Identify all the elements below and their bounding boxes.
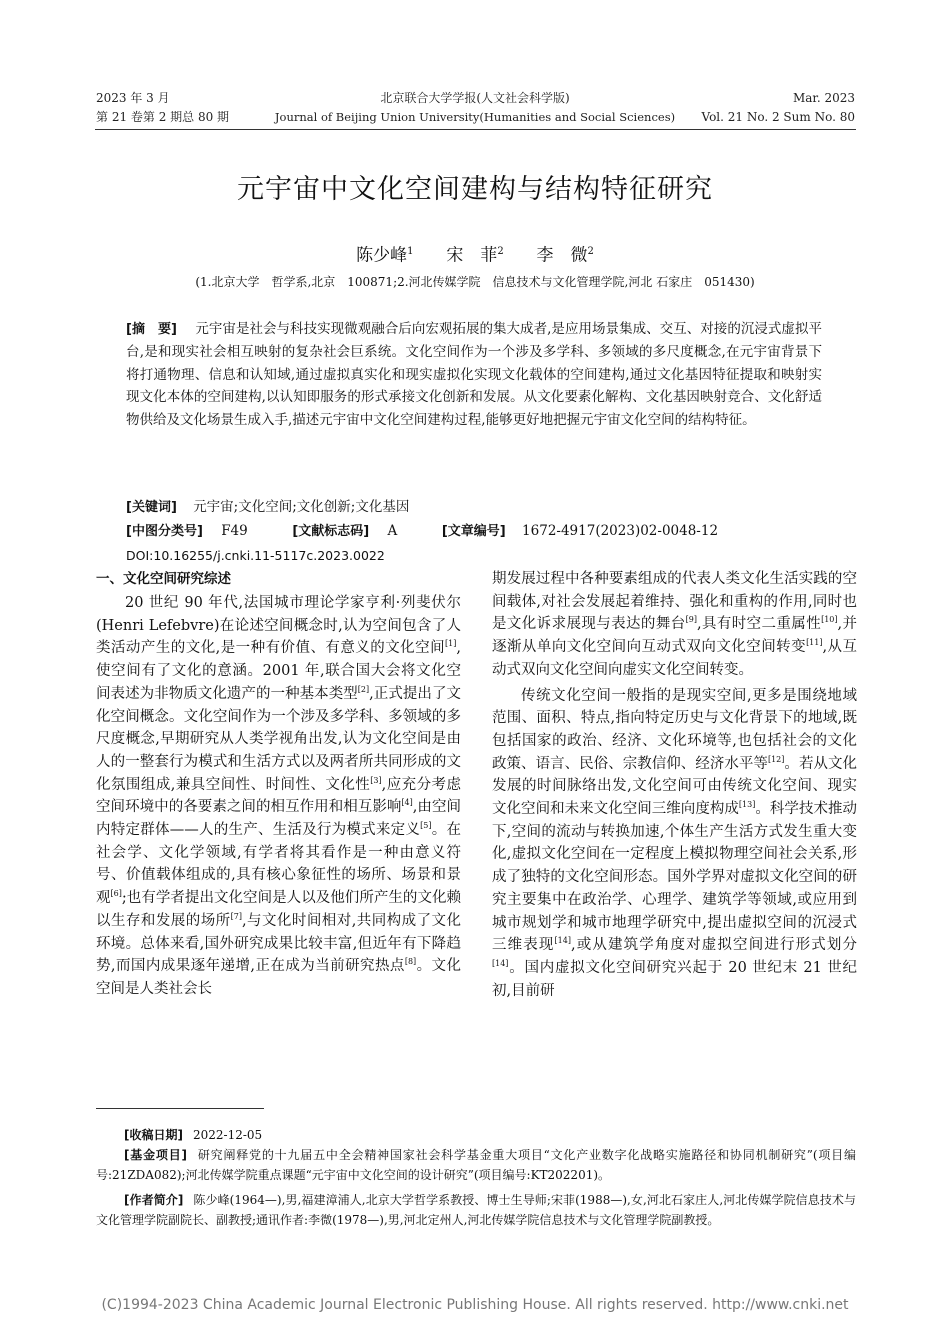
header-volume-en: Vol. 21 No. 2 Sum No. 80 [701, 110, 855, 124]
header-journal-cn: 北京联合大学学报(人文社会科学版) [380, 91, 570, 105]
article-title: 元宇宙中文化空间建构与结构特征研究 [237, 174, 713, 205]
left-column [96, 592, 461, 1001]
header-journal-en: Journal of Beijing Union University(Humanities and Social Sciences) [274, 110, 676, 124]
paragraph [96, 592, 461, 1001]
citation-ref: [7] [230, 912, 242, 922]
doi: DOI:10.16255/j.cnki.11-5117c.2023.0022 [126, 548, 385, 563]
fund-value: 研究阐释党的十九届五中全会精神国家社会科学基金重大项目“文化产业数字化战略实施路径和协同机制研究”(项目编号:21ZDA082);河北传媒学院重点课题“元宇宙中文化空间的设计研究”(项目编号:KT202201)。 [96, 1148, 856, 1182]
fund-label: [基金项目] [124, 1148, 188, 1162]
copyright-notice: (C)1994-2023 China Academic Journal Electronic Publishing House. All rights reserved. http://www.cnki.net [101, 1297, 849, 1313]
citation-ref: [11] [806, 638, 823, 648]
classification-row [126, 520, 718, 543]
section-heading: 一、文化空间研究综述 [96, 571, 231, 587]
citation-ref: [2] [357, 684, 370, 694]
paragraph-text: ,使空间有了文化的意涵。2001 年,联合国大会将文化空间表述为非物质文化遗产的一种基本类型 [96, 640, 461, 702]
paragraph-text: ,与文化时间相对,共同构成了文化环境。总体来看,国外研究成果比较丰富,但近年有下降趋势,而国内成果逐年递增,正在成为当前研究热点 [96, 912, 462, 975]
paragraph-text: ,由空间内特定群体——人的生产、生活及行为模式来定义 [96, 799, 462, 839]
paragraph-text: 。国内虚拟文化空间研究兴起于 20 世纪末 21 世纪初,目前研 [492, 959, 857, 999]
right-column [492, 568, 857, 1002]
abstract [126, 318, 822, 431]
paragraph-text: 。若从文化发展的时间脉络出发,文化空间可由传统文化空间、现实文化空间和未来文化空间三维向度构成 [492, 755, 858, 818]
abstract-text: 元宇宙是社会与科技实现微观融合后向宏观拓展的集大成者,是应用场景集成、交互、对接的沉浸式虚拟平台,是和现实社会相互映射的复杂社会巨系统。文化空间作为一个涉及多学科、多领域的多尺度概念,在元宇宙背景下将打通物理、信息和认知域,通过虚拟真实化和现实虚拟化实现文化载体的空间建构,通过文化基因特征提取和映射实现文化本体的空间建构,以认知即服务的形式承接文化创新和发展。从文化要素化解构、文化基因映射竞合、文化舒适物供给及文化场景生成入手,描述元宇宙中文化空间建构过程,能够更好地把握元宇宙文化空间的结构特征。 [126, 321, 822, 428]
paragraph-text: ,具有时空二重属性 [696, 616, 822, 633]
footnote-authors [96, 1190, 856, 1230]
citation-ref: [13] [738, 800, 756, 810]
citation-ref: [1] [445, 639, 457, 649]
citation-ref: [12] [767, 754, 785, 764]
received-value: 2022-12-05 [192, 1128, 263, 1142]
header-date-en: Mar. 2023 [792, 91, 855, 105]
paragraph-text: 。在社会学、文化学领域,有学者将其看作是一种由意义符号、价值载体组成的,具有核心象征性的场所、场景和景观 [96, 822, 462, 907]
citation-ref: [8] [404, 957, 417, 967]
author-affil-mark: 2 [497, 246, 504, 257]
footnote-received [96, 1125, 856, 1145]
received-label: [收稿日期] [124, 1128, 183, 1142]
author-list [0, 240, 950, 268]
citation-ref: [14] [492, 959, 509, 969]
paragraph-text: ,从互动式双向文化空间向虚实文化空间转变。 [492, 639, 858, 678]
clc-value: F49 [221, 523, 248, 539]
footnote-rule [96, 1108, 264, 1109]
header-rule [95, 129, 856, 130]
author-bio-value: 陈少峰(1964—),男,福建漳浦人,北京大学哲学系教授、博士生导师;宋菲(1988—),女,河北石家庄人,河北传媒学院信息技术与文化管理学院副院长、副教授;通讯作者:李微(1978—),男,河北定州人,河北传媒学院信息技术与文化管理学院副教授。 [96, 1193, 856, 1227]
citation-ref: [6] [110, 889, 122, 899]
affiliation: (1.北京大学 哲学系,北京 100871;2.河北传媒学院 信息技术与文化管理学院,河北 石家庄 051430) [195, 275, 755, 289]
citation-ref: [14] [554, 936, 571, 946]
paragraph-text: ,应充分考虑空间环境中的各要素之间的相互作用和相互影响 [96, 776, 462, 816]
article-number-label: [文章编号] [441, 524, 506, 539]
paragraph-text: 20 世纪 90 年代,法国城市理论学家亨利·列斐伏尔(Henri Lefebvre)在论述空间概念时,认为空间包含了人类活动产生的文化,是一种有价值、有意义的文化空间 [96, 595, 461, 657]
paragraph [492, 685, 857, 1003]
author-affil-mark: 2 [587, 246, 594, 257]
header-date-cn: 2023 年 3 月 [96, 91, 170, 105]
author-bio-label: [作者简介] [124, 1193, 184, 1207]
abstract-label: [摘 要] [126, 322, 177, 337]
author-affil-mark: 1 [407, 246, 414, 257]
article-number-value: 1672-4917(2023)02-0048-12 [522, 523, 719, 539]
paragraph-text: ,并逐渐从单向文化空间向互动式双向文化空间转变 [492, 616, 858, 656]
clc-label: [中图分类号] [126, 524, 203, 539]
paragraph-text: ,或从建筑学角度对虚拟空间进行形式划分 [570, 937, 858, 954]
paragraph-text: 传统文化空间一般指的是现实空间,更多是围绕地域范围、面积、特点,指向特定历史与文化背景下的地域,既包括国家的政治、经济、文化环境等,也包括社会的文化政策、语言、民俗、宗教信仰、经济水平等 [492, 687, 857, 772]
citation-ref: [9] [685, 615, 697, 625]
citation-ref: [4] [401, 798, 413, 808]
citation-ref: [5] [420, 821, 432, 831]
citation-ref: [3] [370, 775, 382, 785]
keywords-text: 元宇宙;文化空间;文化创新;文化基因 [193, 499, 410, 515]
author-name: 李 微 [536, 245, 588, 266]
paragraph-text: 期发展过程中各种要素组成的代表人类文化生活实践的空间载体,对社会发展起着维持、强化和重构的作用,同时也是文化诉求展现与表达的舞台 [492, 571, 857, 633]
author-name: 陈少峰 [356, 245, 408, 266]
author-name: 宋 菲 [446, 245, 498, 266]
paragraph-text: 。科学技术推动下,空间的流动与转换加速,个体生产生活方式发生重大变化,虚拟文化空间在一定程度上模拟物理空间社会关系,形成了独特的文化空间形态。国外学界对虚拟文化空间的研究主要集中在政治学、心理学、建筑学等领域,或应用到城市规划学和城市地理学研究中,提出虚拟空间的沉浸式三维表现 [492, 801, 858, 954]
header-volume-cn: 第 21 卷第 2 期总 80 期 [96, 110, 230, 124]
footnote-fund [96, 1145, 856, 1185]
keywords-row [126, 496, 409, 519]
paragraph-text: ;也有学者提出文化空间是人以及他们所产生的文化赖以生存和发展的场所 [96, 890, 462, 929]
citation-ref: [10] [821, 615, 838, 625]
keywords-label: [关键词] [126, 500, 177, 515]
paragraph [492, 568, 857, 682]
paragraph-text: ,正式提出了文化空间概念。文化空间作为一个涉及多学科、多领域的多尺度概念,早期研究从人类学视角出发,认为文化空间是由人的一整套行为模式和生活方式以及两者所共同形成的文化氛围组成,兼具空间性、时间性、文化性 [96, 685, 462, 793]
paragraph-text: 。文化空间是人类社会长 [96, 958, 461, 997]
doc-code-value: A [387, 523, 398, 539]
doc-code-label: [文献标志码] [292, 524, 370, 539]
